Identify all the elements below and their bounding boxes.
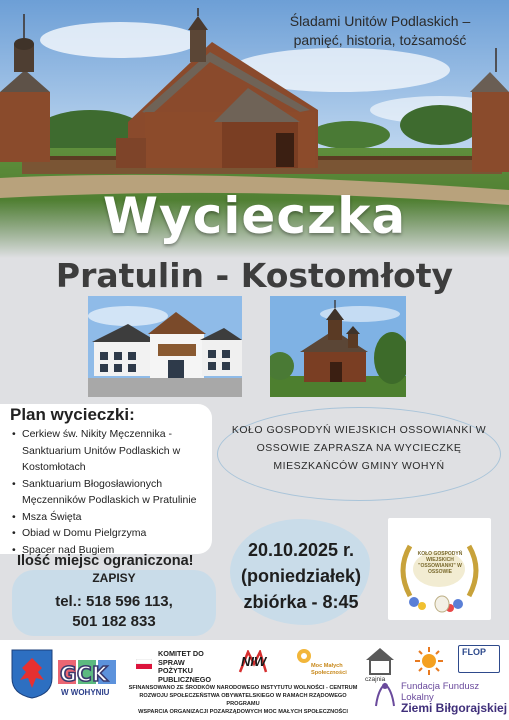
polish-flag-icon <box>136 656 152 666</box>
list-item: • Cerkiew św. Nikity Męczennika - Sanktuarium Unitów Podlaskich w Kostomłotach <box>12 426 212 476</box>
list-item: • Msza Święta <box>12 509 212 526</box>
plan-list <box>12 426 212 558</box>
komitet-logo-text: KOMITET DO SPRAW POŻYTKU PUBLICZNEGO <box>158 649 212 684</box>
funding-line-3: WSPARCIA ORGANIZACJI POZARZĄDOWYCH MOC MAŁYCH SPOŁECZNOŚCI <box>138 709 348 715</box>
municipality-coat-of-arms-icon <box>10 648 54 700</box>
organizer-invitation: KOŁO GOSPODYŃ WIEJSKICH OSSOWIANKI W OSSOWIE ZAPRASZA NA WYCIECZKĘ MIESZKAŃCÓW GMINY WOHYŃ <box>231 424 487 472</box>
funding-note <box>124 684 362 716</box>
signup-label: ZAPISY <box>92 571 136 585</box>
main-title: Wycieczka <box>102 187 407 245</box>
event-date: 20.10.2025 r. <box>247 540 355 560</box>
czajnia-logo-text: czajnia <box>365 676 386 683</box>
list-item: • Obiad w Domu Pielgrzyma <box>12 525 212 542</box>
niw-logo-text: NIW <box>241 654 267 669</box>
list-item: • Sanktuarium Błogosławionych Męczenników Podlaskich w Pratulinie <box>12 476 212 509</box>
route-subtitle: Pratulin - Kostomłoty <box>55 256 454 295</box>
czajnia-logo-icon <box>364 646 396 676</box>
event-weekday: (poniedziałek) <box>240 566 361 586</box>
moc-logo-text: Moc Małych Społeczności <box>311 663 347 676</box>
fundacja-figure-icon <box>372 680 398 708</box>
flop-logo-text: FLOP <box>462 647 486 657</box>
list-item: • Spacer nad Bugiem <box>12 542 212 559</box>
fundacja-logo-text <box>401 681 509 714</box>
moc-logo-icon <box>296 648 312 664</box>
badge-text: KOŁO GOSPODYŃ WIEJSKICH "OSSOWIANKI" W OSSOWIE <box>417 551 463 575</box>
funding-line-1: SFINANSOWANO ZE ŚRODKÓW NARODOWEGO INSTYTUTU WOLNOŚCI - CENTRUM <box>128 685 358 691</box>
gathering-time: zbiórka - 8:45 <box>243 592 359 612</box>
gck-location: W WOHYNIU <box>61 688 110 697</box>
wooden-church-photo <box>270 296 406 397</box>
phone-line-2: 501 182 833 <box>72 613 156 630</box>
event-date-block <box>215 537 387 615</box>
phone-line-1: tel.: 518 596 113, <box>55 593 173 610</box>
funding-line-2: ROZWOJU SPOŁECZEŃSTWA OBYWATELSKIEGO W RAMACH RZĄDOWEGO PROGRAMU <box>139 693 347 707</box>
phone-numbers <box>12 592 216 632</box>
sun-logo-icon <box>414 646 444 676</box>
limited-seats-note: Ilość miejsc ograniczona! <box>17 553 194 569</box>
gck-logo-text: GCK <box>60 662 109 686</box>
tagline: Śladami Unitów Podlaskich – pamięć, historia, tożsamość <box>289 13 471 48</box>
fundacja-line-1: Fundacja Fundusz Lokalny <box>401 681 480 703</box>
pilgrim-house-photo <box>88 296 242 397</box>
fundacja-line-2: Ziemi Biłgorajskiej <box>401 701 508 715</box>
plan-heading: Plan wycieczki: <box>10 405 135 424</box>
